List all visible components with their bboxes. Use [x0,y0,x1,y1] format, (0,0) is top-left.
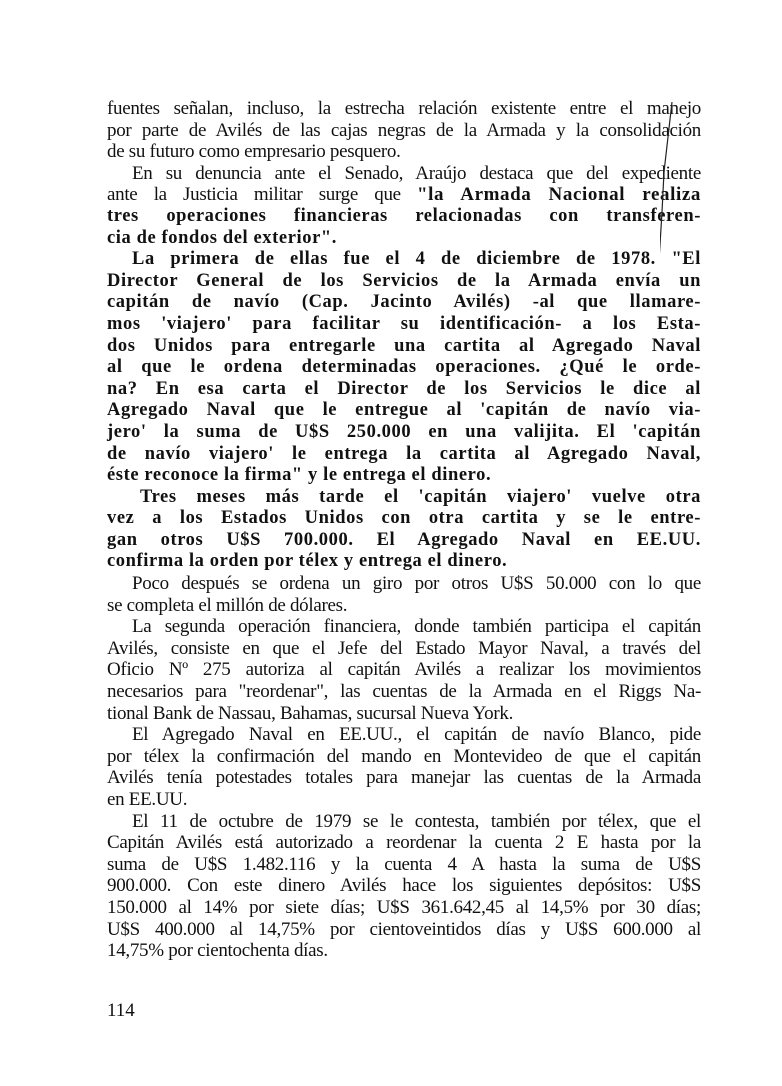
text-segment: dos Unidos para entregarle una cartita al Agregado Naval [107,335,701,356]
text-line [107,832,701,854]
text-segment: en EE.UU. [107,789,188,810]
text-line [107,206,701,228]
text-line [107,271,701,293]
text-segment: Poco después se ordena un giro por otros U$S 50.000 con lo que [132,573,701,595]
text-line [107,616,701,638]
text-segment: 14,75% por cientochenta días. [107,940,328,962]
text-line [107,120,701,142]
text-segment: fuentes señalan, incluso, la estrecha relación existente entre el manejo [107,98,701,119]
text-segment: tres operaciones financieras relacionadas con transferen- [107,205,701,226]
text-segment: El 11 de octubre de 1979 se le contesta, también por télex, que el [132,810,701,832]
text-line [107,487,701,509]
text-line [107,422,701,444]
text-segment: Avilés, consiste en que el Jefe del Estado Mayor Naval, a través del [107,637,701,659]
text-segment: de navío viajero' le entrega la cartita al Agregado Naval, [107,443,701,464]
text-line [107,141,701,163]
pen-mark-line [660,102,700,282]
text-segment: mos 'viajero' para facilitar su identificación- a los Esta- [107,313,701,334]
text-line [107,249,701,271]
text-segment: tional Bank de Nassau, Bahamas, sucursal Nueva York. [107,702,514,724]
text-segment: 150.000 al 14% por siete días; U$S 361.642,45 al 14,5% por 30 días; [107,896,701,918]
text-line [107,314,701,336]
text-line [107,659,701,681]
text-segment: éste reconoce la firma" y le entrega el dinero. [107,465,492,486]
text-segment: de su futuro como empresario pesquero. [107,141,401,163]
text-line [107,444,701,466]
text-line [107,465,701,487]
text-line [107,746,701,768]
text-segment: U$S 400.000 al 14,75% por cientoveintidos días y U$S 600.000 al [107,918,701,940]
text-segment: Director General de los Servicios de la Armada envía un [107,270,701,291]
text-segment: por parte de Avilés de las cajas negras de la Armada y la consolidación [107,119,701,141]
text-line [107,508,701,530]
text-line [107,767,701,789]
text-line [107,292,701,314]
text-line [107,184,701,206]
text-line [107,357,701,379]
page-body-text [107,98,701,962]
text-line [107,940,701,962]
text-segment: Tres meses más tarde el 'capitán viajero' vuelve otra [140,486,701,507]
text-segment: capitán de navío (Cap. Jacinto Avilés) -al que llamare- [107,292,701,313]
text-segment: La segunda operación financiera, donde también participa el capitán [132,616,701,638]
text-line [107,163,701,185]
text-line [107,551,701,573]
text-line [107,854,701,876]
text-segment: por télex la confirmación del mando en Montevideo de que el capitán [107,745,701,767]
text-line [107,811,701,833]
text-line [107,681,701,703]
text-segment: Oficio Nº 275 autoriza al capitán Avilés a realizar los movimientos [107,659,701,681]
text-segment: cia de fondos del exterior". [107,227,338,248]
text-segment: se completa el millón de dólares. [107,594,348,616]
text-segment: confirma la orden por télex y entrega el dinero. [107,551,508,572]
text-line [107,703,701,725]
text-segment: Capitán Avilés está autorizado a reordenar la cuenta 2 E hasta por la [107,832,701,854]
text-line [107,573,701,595]
text-segment: jero' la suma de U$S 250.000 en una valijita. El 'capitán [107,421,701,442]
page-number: 114 [107,1000,135,1021]
text-segment: "la Armada Nacional realiza [417,184,701,206]
text-line [107,400,701,422]
text-line [107,379,701,401]
text-segment: Agregado Naval que le entregue al 'capitán de navío via- [107,400,701,421]
text-segment: ante la Justicia militar surge que [107,184,418,206]
text-line [107,919,701,941]
text-segment: suma de U$S 1.482.116 y la cuenta 4 A hasta la suma de U$S [107,853,701,875]
text-segment: al que le ordena determinadas operaciones. ¿Qué le orde- [107,357,701,378]
text-segment: vez a los Estados Unidos con otra cartita y se le entre- [107,508,701,529]
text-line [107,638,701,660]
text-segment: 900.000. Con este dinero Avilés hace los siguientes depósitos: U$S [107,875,701,897]
text-segment: gan otros U$S 700.000. El Agregado Naval en EE.UU. [107,529,701,550]
text-line [107,724,701,746]
text-line [107,98,701,120]
text-segment: El Agregado Naval en EE.UU., el capitán de navío Blanco, pide [132,724,701,746]
text-line [107,530,701,552]
text-line [107,336,701,358]
text-line [107,228,701,250]
text-segment: necesarios para "reordenar", las cuentas de la Armada en el Riggs Na- [107,681,701,703]
text-line [107,875,701,897]
text-segment: En su denuncia ante el Senado, Araújo destaca que del expediente [132,162,701,184]
text-segment: Avilés tenía potestades totales para manejar las cuentas de la Armada [107,767,701,789]
text-line [107,789,701,811]
text-line [107,595,701,617]
text-segment: na? En esa carta el Director de los Servicios le dice al [107,378,701,399]
text-segment: La primera de ellas fue el 4 de diciembre de 1978. "El [132,249,701,270]
text-line [107,897,701,919]
